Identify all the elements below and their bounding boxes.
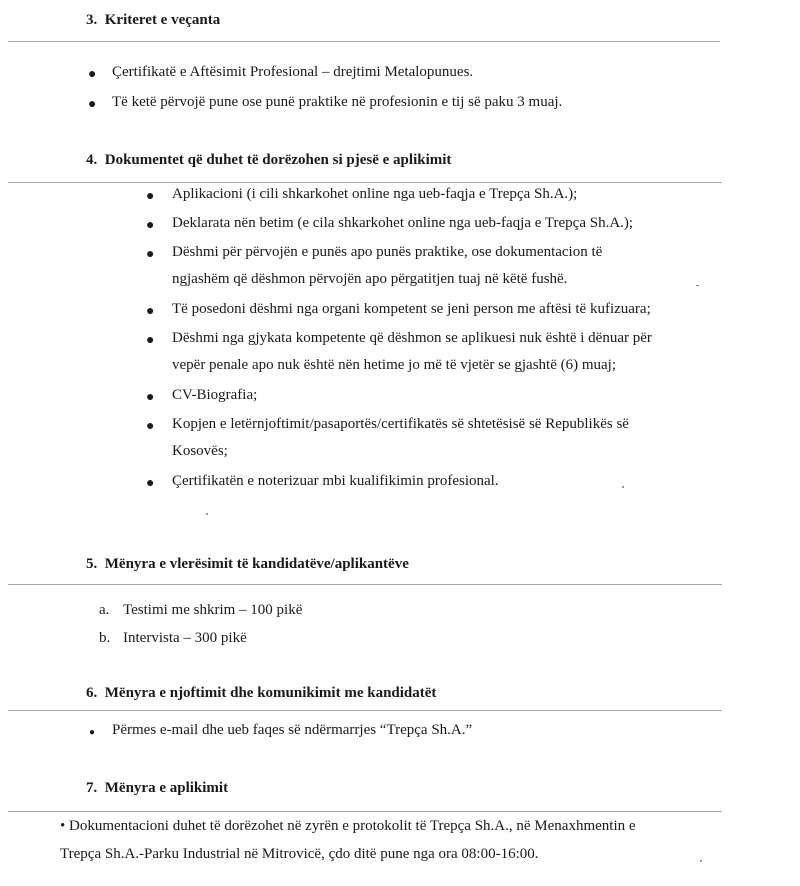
notification-item: Përmes e-mail dhe ueb faqes së ndërmarrjes “Trepça Sh.A.” bbox=[112, 722, 473, 738]
bullet-icon: ● bbox=[146, 189, 155, 204]
section-4-divider bbox=[8, 182, 722, 183]
document-item: Dëshmi për përvojën e punës apo punës praktike, ose dokumentacion të bbox=[172, 244, 603, 260]
criteria-item: Të ketë përvojë pune ose punë praktike në profesionin e tij së paku 3 muaj. bbox=[112, 94, 563, 110]
evaluation-item: Intervista – 300 pikë bbox=[123, 630, 247, 646]
scan-speck bbox=[206, 513, 208, 515]
bullet-icon: ● bbox=[146, 390, 155, 405]
document-item: Kopjen e letërnjoftimit/pasaportës/certifikatës së shtetësisë së Republikës së bbox=[172, 416, 629, 432]
document-item: Çertifikatën e noterizuar mbi kualifikimin profesional. bbox=[172, 473, 499, 489]
section-3-divider bbox=[8, 41, 720, 42]
document-item-continued: vepër penale apo nuk është nën hetime jo më të vjetër se gjashtë (6) muaj; bbox=[172, 357, 617, 373]
section-3-title: 3. Kriteret e veçanta bbox=[86, 12, 221, 28]
bullet-icon: ● bbox=[88, 67, 97, 82]
document-item: Aplikacioni (i cili shkarkohet online nga ueb-faqja e Trepça Sh.A.); bbox=[172, 186, 578, 202]
evaluation-item: Testimi me shkrim – 100 pikë bbox=[123, 602, 303, 618]
bullet-icon: ● bbox=[146, 333, 155, 348]
document-item: Të posedoni dëshmi nga organi kompetent se jeni person me aftësi të kufizuara; bbox=[172, 301, 651, 317]
scan-speck bbox=[700, 860, 702, 862]
list-marker: b. bbox=[99, 630, 111, 646]
document-item-continued: Kosovës; bbox=[172, 443, 228, 459]
document-item-continued: ngjashëm që dëshmon përvojën apo përgatitjen tuaj në këtë fushë. bbox=[172, 271, 568, 287]
criteria-item: Çertifikatë e Aftësimit Profesional – drejtimi Metalopunues. bbox=[112, 64, 474, 80]
bullet-icon: ● bbox=[146, 304, 155, 319]
bullet-icon: ● bbox=[89, 727, 96, 738]
application-text: • Dokumentacioni duhet të dorëzohet në zyrën e protokolit të Trepça Sh.A., në Menaxhmentin e bbox=[60, 818, 636, 834]
bullet-icon: ● bbox=[146, 419, 155, 434]
list-marker: a. bbox=[99, 602, 110, 618]
document-item: Dëshmi nga gjykata kompetente që dëshmon se aplikuesi nuk është i dënuar për bbox=[172, 330, 652, 346]
section-6-divider bbox=[8, 710, 722, 711]
application-text-continued: Trepça Sh.A.-Parku Industrial në Mitrovicë, çdo ditë pune nga ora 08:00-16:00. bbox=[60, 846, 539, 862]
section-7-title: 7. Mënyra e aplikimit bbox=[86, 780, 229, 796]
bullet-icon: ● bbox=[88, 97, 97, 112]
section-6-title: 6. Mënyra e njoftimit dhe komunikimit me kandidatët bbox=[86, 685, 437, 701]
scan-speck bbox=[622, 486, 624, 488]
section-5-title: 5. Mënyra e vlerësimit të kandidatëve/aplikantëve bbox=[86, 556, 409, 572]
section-4-title: 4. Dokumentet që duhet të dorëzohen si pjesë e aplikimit bbox=[86, 152, 452, 168]
bullet-icon: ● bbox=[146, 218, 155, 233]
document-item: Deklarata nën betim (e cila shkarkohet online nga ueb-faqja e Trepça Sh.A.); bbox=[172, 215, 634, 231]
scan-speck bbox=[696, 285, 699, 286]
bullet-icon: ● bbox=[146, 476, 155, 491]
section-5-divider bbox=[8, 584, 722, 585]
section-7-divider bbox=[8, 811, 722, 812]
document-item: CV-Biografia; bbox=[172, 387, 258, 403]
bullet-icon: ● bbox=[146, 247, 155, 262]
